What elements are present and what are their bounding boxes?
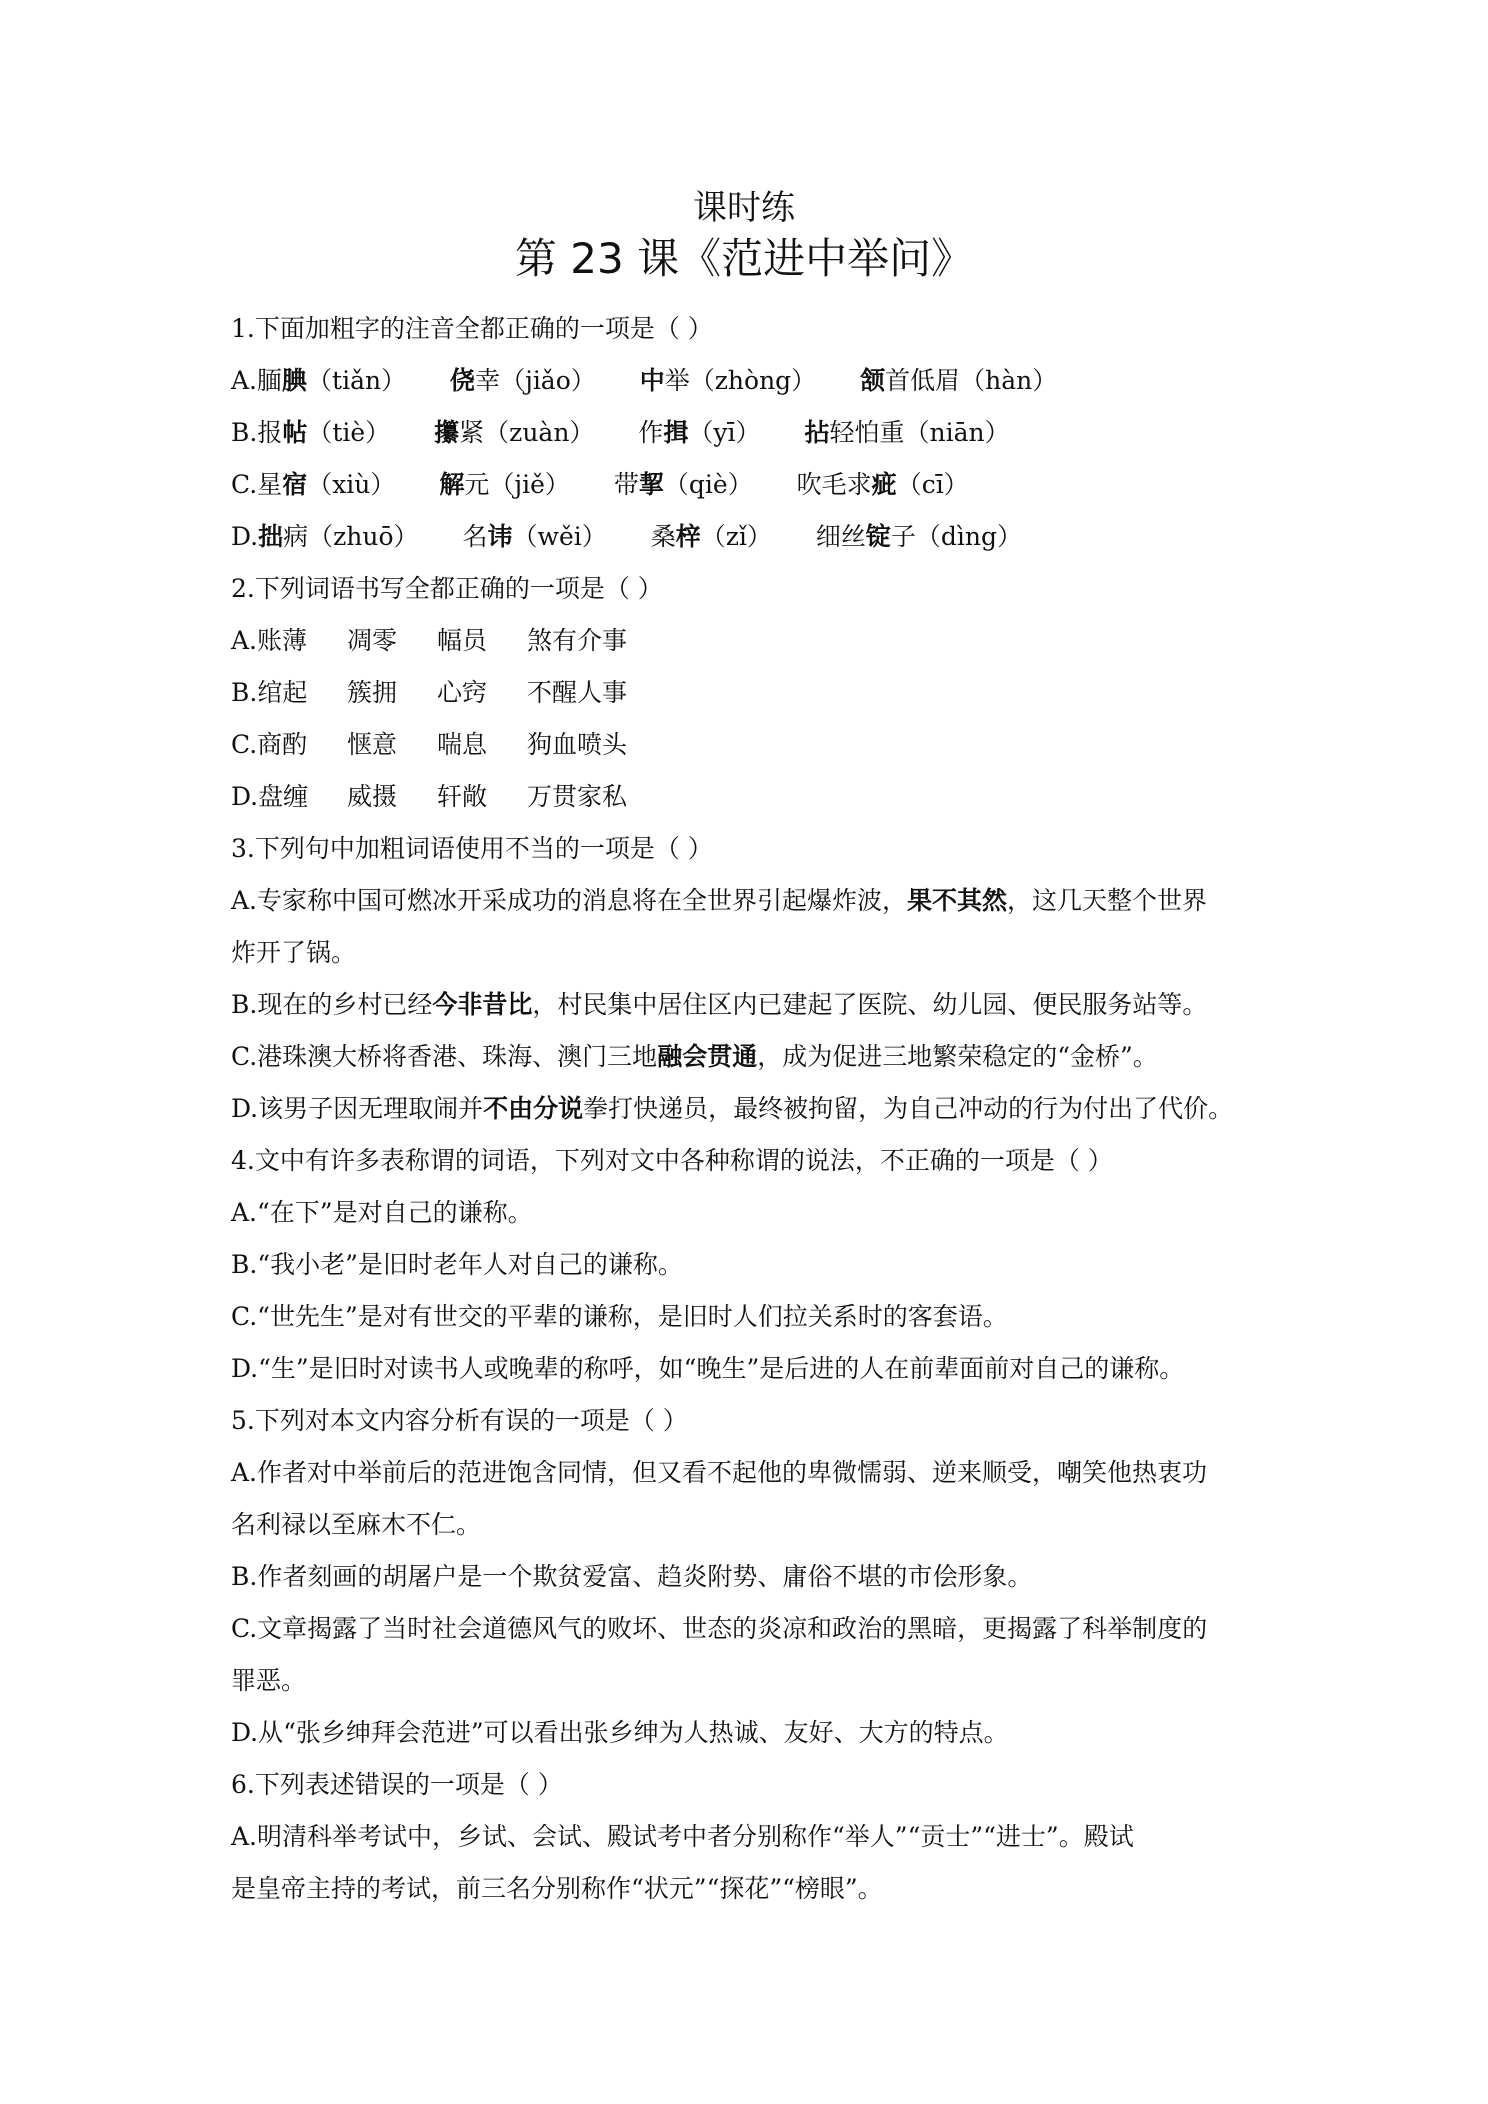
question-1-stem: 1.下面加粗字的注音全都正确的一项是（ ）: [231, 314, 713, 343]
question-4-stem: 4.文中有许多表称谓的词语，下列对文中各种称谓的说法，不正确的一项是（ ）: [231, 1146, 1113, 1175]
question-1-option-d: D.拙病（zhuō） 名讳（wěi） 桑梓（zǐ） 细丝锭子（dìng）: [231, 522, 1022, 551]
question-4-option-d: D.“生”是旧时对读书人或晚辈的称呼，如“晚生”是后进的人在前辈面前对自己的谦称。: [231, 1354, 1185, 1383]
question-3-stem: 3.下列句中加粗词语使用不当的一项是（ ）: [231, 834, 713, 863]
question-3-option-a-cont: 炸开了锅。: [231, 938, 357, 967]
question-list: [231, 303, 1271, 1915]
question-2-option-b: B.绾起 簇拥 心窍 不醒人事: [231, 678, 628, 707]
question-2-stem: 2.下列词语书写全都正确的一项是（ ）: [231, 574, 663, 603]
question-6-stem: 6.下列表述错误的一项是（ ）: [231, 1770, 563, 1799]
question-1-option-c: C.星宿（xiù） 解元（jiě） 带挈（qiè） 吹毛求疵（cī）: [231, 470, 969, 499]
question-4-option-b: B.“我小老”是旧时老年人对自己的谦称。: [231, 1250, 683, 1279]
question-5-option-d: D.从“张乡绅拜会范进”可以看出张乡绅为人热诚、友好、大方的特点。: [231, 1718, 1009, 1747]
question-5-stem: 5.下列对本文内容分析有误的一项是（ ）: [231, 1406, 688, 1435]
question-1-option-a: A.腼腆（tiǎn） 侥幸（jiǎo） 中举（zhòng） 颔首低眉（hàn）: [231, 366, 1058, 395]
question-2-option-a: A.账薄 凋零 幅员 煞有介事: [231, 626, 628, 655]
worksheet-subtitle: 课时练: [693, 188, 795, 228]
question-5-option-b: B.作者刻画的胡屠户是一个欺贫爱富、趋炎附势、庸俗不堪的市侩形象。: [231, 1562, 1033, 1591]
question-4-option-a: A.“在下”是对自己的谦称。: [231, 1198, 533, 1227]
question-5-option-c: C.文章揭露了当时社会道德风气的败坏、世态的炎凉和政治的黑暗，更揭露了科举制度的: [231, 1614, 1208, 1643]
question-5-option-a-cont: 名利禄以至麻木不仁。: [231, 1510, 482, 1539]
question-5-option-c-cont: 罪恶。: [231, 1666, 307, 1695]
question-3-option-b: B.现在的乡村已经今非昔比，村民集中居住区内已建起了医院、幼儿园、便民服务站等。: [231, 990, 1208, 1019]
lesson-title: 第 23 课《范进中举问》: [514, 234, 974, 283]
question-1-option-b: B.报帖（tiè） 攥紧（zuàn） 作揖（yī） 拈轻怕重（niān）: [231, 418, 1010, 447]
question-3-option-c: C.港珠澳大桥将香港、珠海、澳门三地融会贯通，成为促进三地繁荣稳定的“金桥”。: [231, 1042, 1158, 1071]
question-6-option-a-cont: 是皇帝主持的考试，前三名分别称作“状元”“探花”“榜眼”。: [231, 1874, 883, 1903]
question-4-option-c: C.“世先生”是对有世交的平辈的谦称，是旧时人们拉关系时的客套语。: [231, 1302, 1008, 1331]
question-2-option-d: D.盘缠 威摄 轩敞 万贯家私: [231, 782, 628, 811]
question-3-option-d: D.该男子因无理取闹并不由分说拳打快递员，最终被拘留，为自己冲动的行为付出了代价。: [231, 1094, 1234, 1123]
question-5-option-a: A.作者对中举前后的范进饱含同情，但又看不起他的卑微懦弱、逆来顺受，嘲笑他热衷功: [231, 1458, 1208, 1487]
question-6-option-a: A.明清科举考试中，乡试、会试、殿试考中者分别称作“举人”“贡士”“进士”。殿试: [231, 1822, 1134, 1851]
question-3-option-a: A.专家称中国可燃冰开采成功的消息将在全世界引起爆炸波，果不其然，这几天整个世界: [231, 886, 1208, 915]
question-2-option-c: C.商酌 惬意 喘息 狗血喷头: [231, 730, 628, 759]
